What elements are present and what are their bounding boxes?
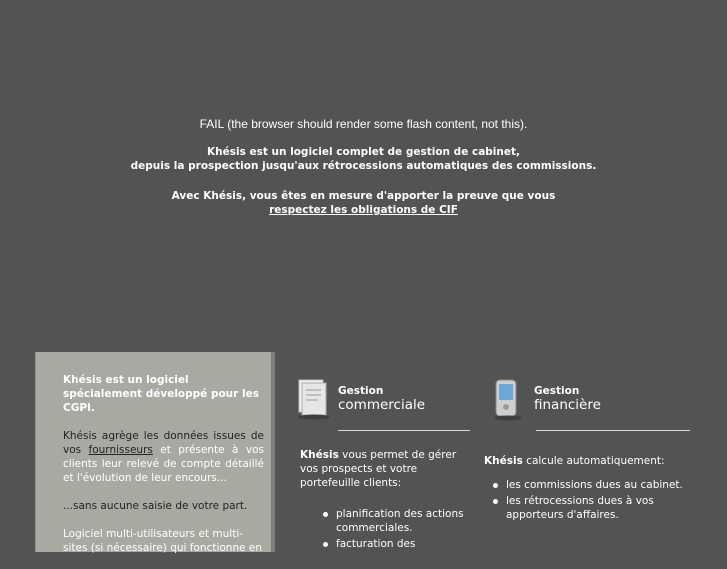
list-item: planification des actions commerciales. xyxy=(336,507,470,535)
financial-list xyxy=(484,478,684,522)
financial-header xyxy=(486,375,686,422)
commercial-intro: vous permet de gérer vos prospects et votre portefeuille clients: xyxy=(300,449,457,489)
flash-fail-message: FAIL (the browser should render some flash content, not this). xyxy=(199,117,528,131)
financial-column xyxy=(484,375,686,521)
pda-icon xyxy=(486,377,530,421)
financial-brand: Khésis xyxy=(484,455,523,467)
tagline xyxy=(0,145,727,173)
sidebar-para3: ...sans aucune saisie de votre part. xyxy=(63,500,248,512)
list-item: facturation des xyxy=(336,537,470,551)
financial-body xyxy=(484,454,684,524)
document-icon xyxy=(290,377,334,421)
tagline-line2: depuis la prospection jusqu'aux rétrocessions automatiques des commissions. xyxy=(130,160,597,172)
financial-divider xyxy=(536,430,690,431)
commercial-title-big: commerciale xyxy=(338,397,426,413)
commercial-list xyxy=(300,507,470,551)
sidebar-para2-after: et présente à vos clients leur relevé de compte détaillé et l'évolution de leur encours... xyxy=(63,444,265,484)
sidebar-para4: Logiciel multi-utilisateurs et multi-sites (si nécessaire) qui fonctionne en xyxy=(63,528,263,554)
commercial-brand: Khésis xyxy=(300,449,339,461)
commercial-body xyxy=(300,448,470,553)
commercial-header xyxy=(290,375,490,422)
tagline-line1: Khésis est un logiciel complet de gestion de cabinet, xyxy=(206,146,521,158)
proof-statement xyxy=(0,189,727,217)
commercial-title-small: Gestion xyxy=(338,385,384,397)
commercial-column xyxy=(290,375,490,550)
sidebar-lead: Khésis est un logiciel spécialement développé pour les CGPI. xyxy=(63,374,259,414)
list-item: les commissions dues au cabinet. xyxy=(506,479,683,491)
cif-obligations-link[interactable]: respectez les obligations de CIF xyxy=(269,204,458,216)
list-item: les rétrocessions dues à vos apporteurs d'affaires. xyxy=(506,494,684,522)
sidebar-para2 xyxy=(63,429,264,485)
commercial-divider xyxy=(338,430,470,431)
sidebar-panel xyxy=(35,352,271,552)
financial-title-big: financière xyxy=(534,397,601,413)
suppliers-link[interactable]: fournisseurs xyxy=(88,444,153,456)
financial-intro: calcule automatiquement: xyxy=(522,455,665,467)
financial-title-small: Gestion xyxy=(534,385,580,397)
proof-line1: Avec Khésis, vous êtes en mesure d'apporter la preuve que vous xyxy=(171,190,556,202)
sidebar-para2-before: Khésis agrège les données issues de vos xyxy=(63,430,264,456)
